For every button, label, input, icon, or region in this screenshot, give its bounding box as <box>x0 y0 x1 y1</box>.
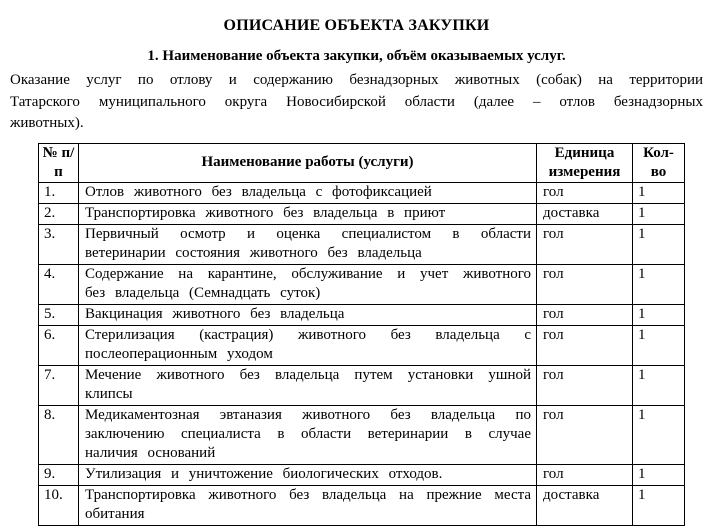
quantity-cell: 1 <box>633 365 685 405</box>
column-header-service-name: Наименование работы (услуги) <box>79 143 537 182</box>
quantity-cell: 1 <box>633 203 685 224</box>
unit-cell: гол <box>537 182 633 203</box>
table-header-row <box>39 143 685 182</box>
table-row <box>39 325 685 365</box>
table-row <box>39 405 685 464</box>
unit-cell: гол <box>537 325 633 365</box>
quantity-cell: 1 <box>633 325 685 365</box>
row-number-cell: 8. <box>39 405 79 464</box>
page-title: ОПИСАНИЕ ОБЪЕКТА ЗАКУПКИ <box>223 17 490 34</box>
unit-cell: доставка <box>537 203 633 224</box>
service-name-cell: Утилизация и уничтожение биологических отходов. <box>79 464 537 485</box>
service-name-cell: Вакцинация животного без владельца <box>79 304 537 325</box>
quantity-cell: 1 <box>633 464 685 485</box>
intro-paragraph: Оказание услуг по отлову и содержанию безнадзорных животных (собак) на территории Татарского муниципального округа Новосибирской области (далее – отлов безнадзорных животных). <box>10 72 703 131</box>
service-name-cell: Медикаментозная эвтаназия животного без владельца по заключению специалиста в области ветеринарии в случае наличия оснований <box>79 405 537 464</box>
row-number-cell: 2. <box>39 203 79 224</box>
table-row <box>39 365 685 405</box>
unit-cell: гол <box>537 405 633 464</box>
service-name-cell: Транспортировка животного без владельца на прежние места обитания <box>79 485 537 525</box>
unit-cell: доставка <box>537 485 633 525</box>
service-name-cell: Транспортировка животного без владельца в приют <box>79 203 537 224</box>
row-number-cell: 3. <box>39 224 79 264</box>
table-row <box>39 182 685 203</box>
quantity-cell: 1 <box>633 405 685 464</box>
unit-cell: гол <box>537 304 633 325</box>
table-body <box>39 182 685 525</box>
column-header-num: № п/п <box>39 143 79 182</box>
row-number-cell: 6. <box>39 325 79 365</box>
unit-cell: гол <box>537 224 633 264</box>
service-name-cell: Мечение животного без владельца путем установки ушной клипсы <box>79 365 537 405</box>
row-number-cell: 10. <box>39 485 79 525</box>
unit-cell: гол <box>537 264 633 304</box>
table-row <box>39 203 685 224</box>
row-number-cell: 4. <box>39 264 79 304</box>
service-name-cell: Отлов животного без владельца с фотофиксацией <box>79 182 537 203</box>
quantity-cell: 1 <box>633 182 685 203</box>
section-heading: 1. Наименование объекта закупки, объём оказываемых услуг. <box>147 48 566 64</box>
quantity-cell: 1 <box>633 485 685 525</box>
quantity-cell: 1 <box>633 264 685 304</box>
quantity-cell: 1 <box>633 304 685 325</box>
service-name-cell: Стерилизация (кастрация) животного без владельца с послеоперационным уходом <box>79 325 537 365</box>
table-row <box>39 485 685 525</box>
quantity-cell: 1 <box>633 224 685 264</box>
service-name-cell: Содержание на карантине, обслуживание и учет животного без владельца (Семнадцать суток) <box>79 264 537 304</box>
unit-cell: гол <box>537 464 633 485</box>
row-number-cell: 7. <box>39 365 79 405</box>
service-name-cell: Первичный осмотр и оценка специалистом в области ветеринарии состояния животного без владельца <box>79 224 537 264</box>
table-row <box>39 224 685 264</box>
row-number-cell: 5. <box>39 304 79 325</box>
unit-cell: гол <box>537 365 633 405</box>
table-row <box>39 264 685 304</box>
column-header-quantity: Кол-во <box>633 143 685 182</box>
row-number-cell: 9. <box>39 464 79 485</box>
services-table <box>38 143 685 526</box>
column-header-unit: Единица измерения <box>537 143 633 182</box>
row-number-cell: 1. <box>39 182 79 203</box>
table-row <box>39 304 685 325</box>
table-row <box>39 464 685 485</box>
